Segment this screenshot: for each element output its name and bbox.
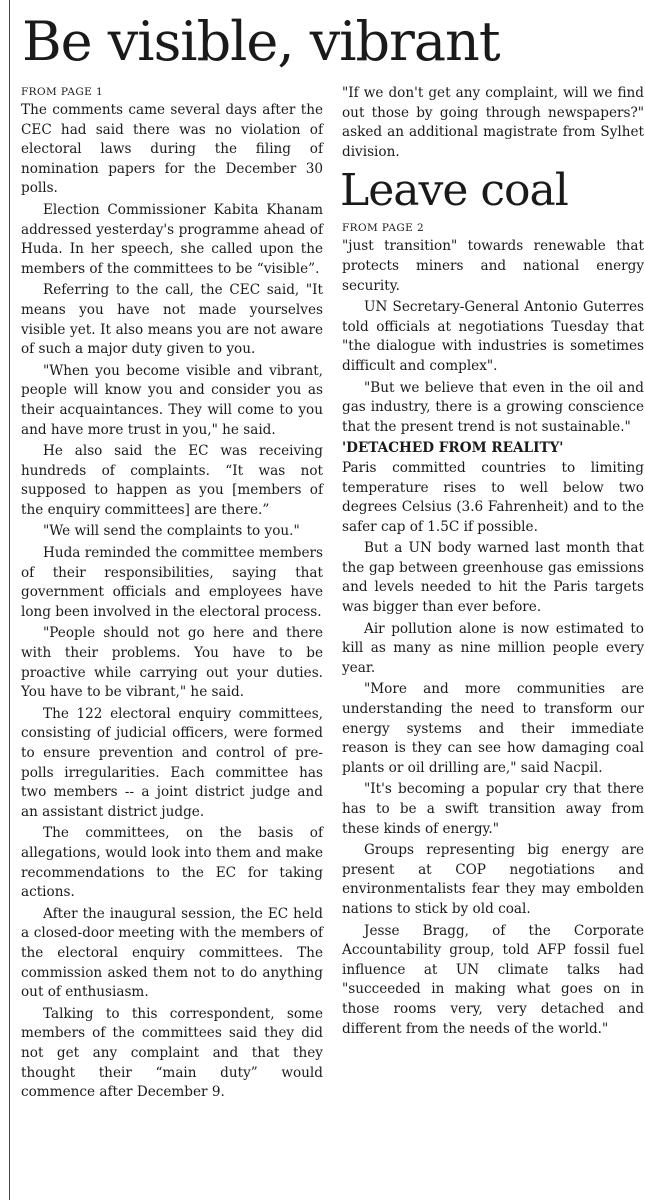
story1-paragraph: The committees, on the basis of allegations, would look into them and make recommendations to the EC for taking actions. — [21, 825, 323, 901]
story1-paragraph: Huda reminded the committee members of their responsibilities, saying that government officials and employees have long been involved in the electoral process. — [21, 545, 323, 620]
right-column — [342, 84, 644, 1041]
story1-paragraph: Talking to this correspondent, some members of the committees said they did not get any complaint and that they thought their “main duty” would commence after December 9. — [21, 1005, 323, 1101]
story1-column — [21, 84, 323, 1105]
story2-paragraph: But a UN body warned last month that the gap between greenhouse gas emissions and levels needed to hit the Paris targets was bigger than ever before. — [342, 540, 644, 616]
story1-continued-from: FROM PAGE 1 — [21, 86, 104, 98]
story2-paragraph: Groups representing big energy are present at COP negotiations and environmentalists fear they may embolden nations to stick by old coal. — [342, 842, 644, 917]
story2-paragraph: Paris committed countries to limiting temperature rises to well below two degrees Celsius (3.6 Fahrenheit) and to the safer cap of 1.5C if possible. — [342, 459, 644, 535]
story1-paragraph: Referring to the call, the CEC said, "It means you have not made yourselves visible yet. It also means you are not aware of such a major duty given to you. — [21, 282, 323, 358]
story2-paragraph: Jesse Bragg, of the Corporate Accountability group, told AFP fossil fuel influence at UN climate talks had "succeeded in making what goes on in those rooms very, very detached and different from the needs of the world." — [342, 922, 644, 1037]
column-rule — [9, 0, 10, 1200]
story1-paragraph: "When you become visible and vibrant, people will know you and consider you as their acquaintances. They will come to you and have more trust in you," he said. — [21, 362, 323, 438]
story1-paragraph: After the inaugural session, the EC held a closed-door meeting with the members of the electoral enquiry committees. The commission asked them not to do anything out of enthusiasm. — [21, 905, 323, 1001]
story1-headline: Be visible, vibrant — [22, 10, 500, 73]
story2-continued-from: FROM PAGE 2 — [342, 222, 425, 235]
story2-subhead: 'DETACHED FROM REALITY' — [342, 440, 564, 457]
story1-paragraph: "People should not go here and there with their problems. You have to be proactive while carrying out your duties. You have to be vibrant," he said. — [21, 625, 323, 701]
story2-paragraph: "It's becoming a popular cry that there has to be a swift transition away from these kinds of energy." — [342, 781, 644, 837]
story2-paragraph: Air pollution alone is now estimated to kill as many as nine million people every year. — [342, 620, 644, 676]
story1-paragraph: Election Commissioner Kabita Khanam addressed yesterday's programme ahead of Huda. In her speech, she called upon the members of the committees to be “visible”. — [21, 201, 323, 277]
story2-paragraph: "just transition" towards renewable that protects miners and national energy security. — [342, 238, 644, 294]
story2-paragraph: "But we believe that even in the oil and gas industry, there is a growing conscience that the present trend is not sustainable." — [342, 379, 644, 435]
story2-paragraph: UN Secretary-General Antonio Guterres told officials at negotiations Tuesday that "the dialogue with industries is sometimes difficult and complex". — [342, 299, 644, 374]
story1-paragraph: He also said the EC was receiving hundreds of complaints. “It was not supposed to happen as you [members of the enquiry committees] are there.” — [21, 443, 323, 518]
story1-paragraph: "We will send the complaints to you." — [43, 523, 300, 540]
story2-paragraph: "More and more communities are understanding the need to transform our energy systems and their immediate reason is they can see how damaging coal plants or oil drilling are," said Nacpil. — [342, 681, 644, 776]
story1-paragraph: The comments came several days after the CEC had said there was no violation of electoral laws during the filing of nomination papers for the December 30 polls. — [21, 102, 323, 197]
story1-paragraph: The 122 electoral enquiry committees, consisting of judicial officers, were formed to ensure prevention and control of pre-polls irregularities. Each committee has two members -- a joint district judge and an assistant district judge. — [21, 705, 323, 820]
story1-paragraph: "If we don't get any complaint, will we find out those by going through newspapers?" asked an additional magistrate from Sylhet division. — [342, 85, 644, 160]
story2-headline: Leave coal — [340, 165, 568, 217]
